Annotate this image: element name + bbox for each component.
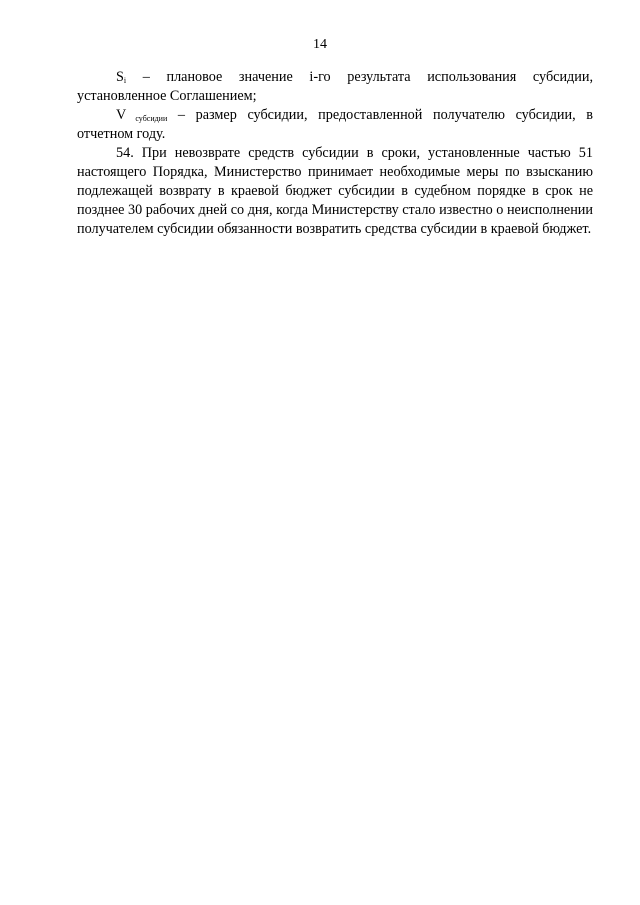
paragraph-54: 54. При невозврате средств субсидии в сроки, установленные частью 51 настоящего Порядка, Министерство принимает необходимые меры по взысканию подлежащей возврату в краевой бюджет субсидии в судебном порядке в срок не позднее 30 рабочих дней со дня, когда Министерству стало известно о неисполнении получателем субсидии обязанности возвратить средства субсидии в краевой бюджет. — [77, 145, 593, 237]
definition-s-i-text: – плановое значение i-го результата использования субсидии, установленное Соглашением; — [77, 69, 593, 104]
symbol-v: V — [116, 107, 127, 123]
definition-v-subsidy — [77, 106, 593, 144]
document-body — [77, 68, 593, 239]
subscript-i: i — [123, 76, 127, 85]
symbol-s: S — [116, 69, 124, 85]
definition-s-i — [77, 68, 593, 106]
page-number: 14 — [313, 37, 327, 52]
subscript-subsidy: субсидии — [126, 114, 168, 123]
definition-v-subsidy-text: – размер субсидии, предоставленной получателю субсидии, в отчетном году. — [77, 107, 593, 142]
